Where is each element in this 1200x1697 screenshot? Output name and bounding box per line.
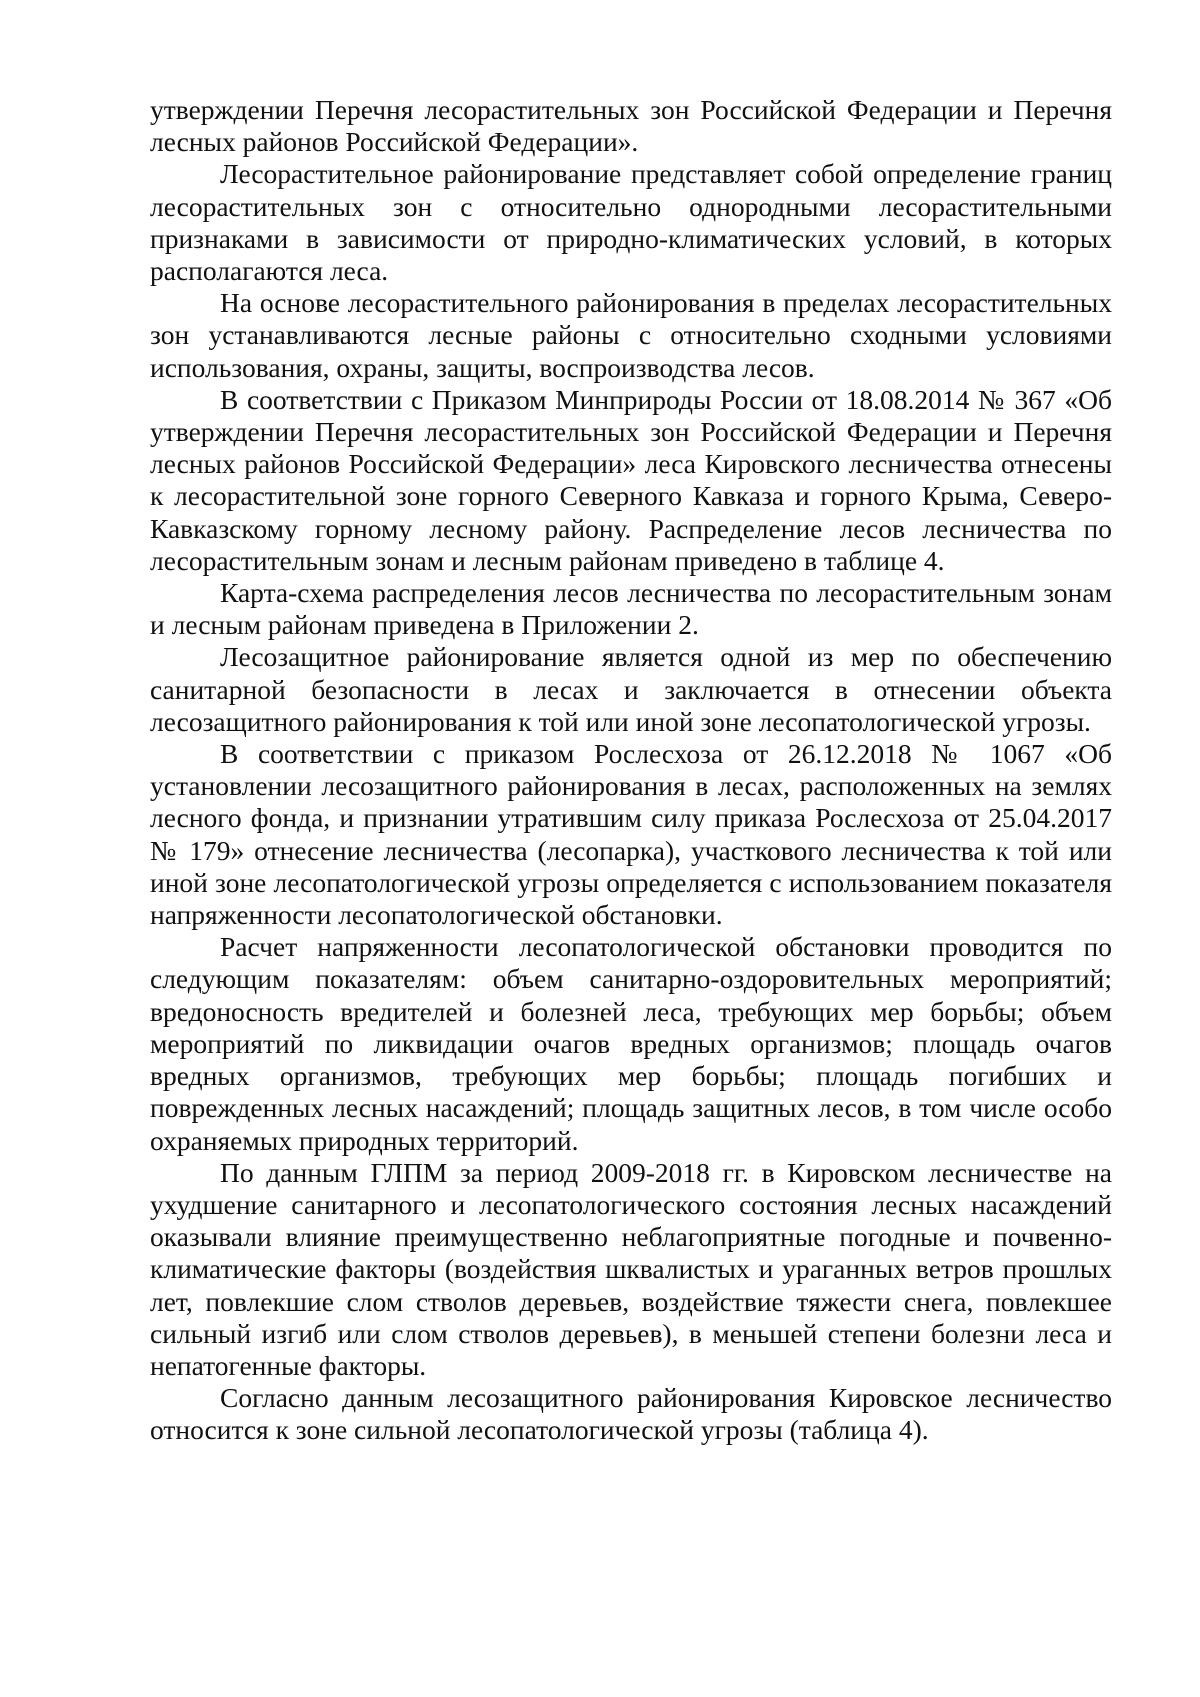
paragraph-3: На основе лесорастительного районирования в пределах лесорастительных зон устанавливаются лесные районы с относительно сходными условиями использования, охраны, защиты, воспроизводства лесов.	[150, 287, 1112, 383]
paragraph-4: В соответствии с Приказом Минприроды России от 18.08.2014 № 367 «Об утверждении Перечня лесорастительных зон Российской Федерации и Перечня лесных районов Российской Федерации» леса Кировского лесничества отнесены к лесорастительной зоне горного Северного Кавказа и горного Крыма, Северо-Кавказскому горному лесному району. Распределение лесов лесничества по лесорастительным зонам и лесным районам приведено в таблице 4.	[150, 383, 1112, 576]
paragraph-5: Карта-схема распределения лесов лесничества по лесорастительным зонам и лесным районам приведена в Приложении 2.	[150, 577, 1112, 641]
paragraph-9: По данным ГЛПМ за период 2009-2018 гг. в Кировском лесничестве на ухудшение санитарного и лесопатологического состояния лесных насаждений оказывали влияние преимущественно неблагоприятные погодные и почвенно-климатические факторы (воздействия шквалистых и ураганных ветров прошлых лет, повлекшие слом стволов деревьев, воздействие тяжести снега, повлекшее сильный изгиб или слом стволов деревьев), в меньшей степени болезни леса и непатогенные факторы.	[150, 1156, 1112, 1381]
paragraph-6: Лесозащитное районирование является одной из мер по обеспечению санитарной безопасности в лесах и заключается в отнесении объекта лесозащитного районирования к той или иной зоне лесопатологической угрозы.	[150, 641, 1112, 737]
paragraph-8: Расчет напряженности лесопатологической обстановки проводится по следующим показателям: объем санитарно-оздоровительных мероприятий; вредоносность вредителей и болезней леса, требующих мер борьбы; объем мероприятий по ликвидации очагов вредных организмов; площадь очагов вредных организмов, требующих мер борьбы; площадь погибших и поврежденных лесных насаждений; площадь защитных лесов, в том числе особо охраняемых природных территорий.	[150, 931, 1112, 1156]
paragraph-2: Лесорастительное районирование представляет собой определение границ лесорастительных зон с относительно однородными лесорастительными признаками в зависимости от природно-климатических условий, в которых располагаются леса.	[150, 158, 1112, 287]
paragraph-1: утверждении Перечня лесорастительных зон Российской Федерации и Перечня лесных районов Российской Федерации».	[150, 94, 1112, 158]
paragraph-7: В соответствии с приказом Рослесхоза от 26.12.2018 № 1067 «Об установлении лесозащитного районирования в лесах, расположенных на землях лесного фонда, и признании утратившим силу приказа Рослесхоза от 25.04.2017 № 179» отнесение лесничества (лесопарка), участкового лесничества к той или иной зоне лесопатологической угрозы определяется с использованием показателя напряженности лесопатологической обстановки.	[150, 738, 1112, 931]
document-page	[150, 94, 1112, 1447]
paragraph-10: Согласно данным лесозащитного районирования Кировское лесничество относится к зоне сильной лесопатологической угрозы (таблица 4).	[150, 1382, 1112, 1446]
